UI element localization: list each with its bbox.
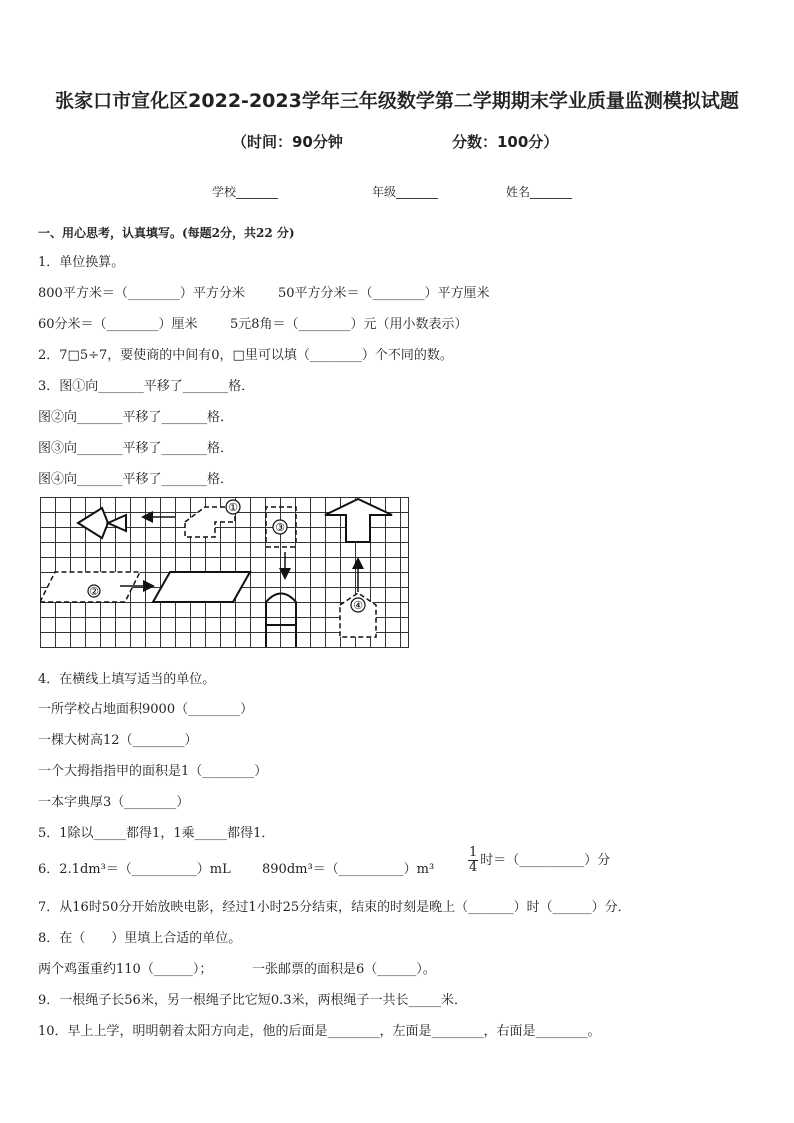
fraction-numerator: 1 — [469, 845, 478, 860]
question-8: 8．在（ ）里填上合适的单位。 — [38, 931, 242, 946]
question-6a: 6．2.1dm³＝（__________）mL — [38, 862, 231, 877]
question-1: 1．单位换算。 — [38, 255, 125, 270]
question-1d: 5元8角＝（________）元（用小数表示） — [230, 317, 468, 332]
label-4: ④ — [353, 599, 363, 612]
question-2: 2．7□5÷7，要使商的中间有0，□里可以填（________）个不同的数。 — [38, 348, 453, 363]
question-8a: 两个鸡蛋重约110（______）； — [38, 962, 213, 977]
question-4c: 一个大拇指指甲的面积是1（________） — [38, 764, 268, 779]
school-field: 学校_______ — [212, 185, 279, 199]
question-6c-text: 时＝（__________）分 — [480, 853, 611, 868]
translation-grid-figure — [40, 497, 410, 649]
fraction — [468, 846, 478, 875]
question-5: 5．1除以_____都得1，1乘_____都得1． — [38, 826, 275, 841]
question-10: 10．早上上学，明明朝着太阳方向走，他的后面是________，左面是________，右面是________。 — [38, 1024, 601, 1039]
name-field: 姓名_______ — [506, 185, 573, 199]
question-1a: 800平方米＝（________）平方分米 — [38, 286, 245, 301]
exam-score: 分数：100分） — [452, 133, 559, 151]
label-2: ② — [89, 585, 99, 598]
shape-2-solid — [153, 572, 250, 602]
question-6b: 890dm³＝（__________）m³ — [262, 862, 435, 877]
shape-4-solid — [325, 499, 392, 542]
question-3c: 图③向_______平移了_______格． — [38, 441, 234, 456]
label-1: ① — [228, 501, 238, 514]
question-3a: 3．图①向_______平移了_______格． — [38, 379, 255, 394]
arrowhead-tail-shape — [108, 515, 126, 531]
question-8b: 一张邮票的面积是6（______）。 — [252, 962, 436, 977]
grade-field: 年级_______ — [372, 185, 439, 199]
question-4d: 一本字典厚3（________） — [38, 795, 190, 810]
question-3d: 图④向_______平移了_______格． — [38, 472, 234, 487]
question-7: 7．从16时50分开始放映电影，经过1小时25分结束，结束的时刻是晚上（_______）时（______）分． — [38, 900, 631, 915]
exam-time: （时间：90分钟 — [232, 133, 343, 151]
question-4a: 一所学校占地面积9000（________） — [38, 702, 254, 717]
question-3b: 图②向_______平移了_______格． — [38, 410, 234, 425]
question-6c — [466, 846, 610, 875]
question-4b: 一棵大树高12（________） — [38, 733, 198, 748]
page-title: 张家口市宣化区2022-2023学年三年级数学第二学期期末学业质量监测模拟试题 — [55, 90, 739, 112]
section-heading: 一、用心思考，认真填写。(每题2分，共22 分) — [38, 226, 295, 240]
question-4: 4．在横线上填写适当的单位。 — [38, 672, 216, 687]
label-3: ③ — [275, 521, 285, 534]
question-9: 9．一根绳子长56米，另一根绳子比它短0.3米，两根绳子一共长_____米． — [38, 993, 467, 1008]
fraction-denominator: 4 — [469, 860, 478, 875]
question-1c: 60分米＝（________）厘米 — [38, 317, 198, 332]
question-1b: 50平方分米＝（________）平方厘米 — [278, 286, 490, 301]
